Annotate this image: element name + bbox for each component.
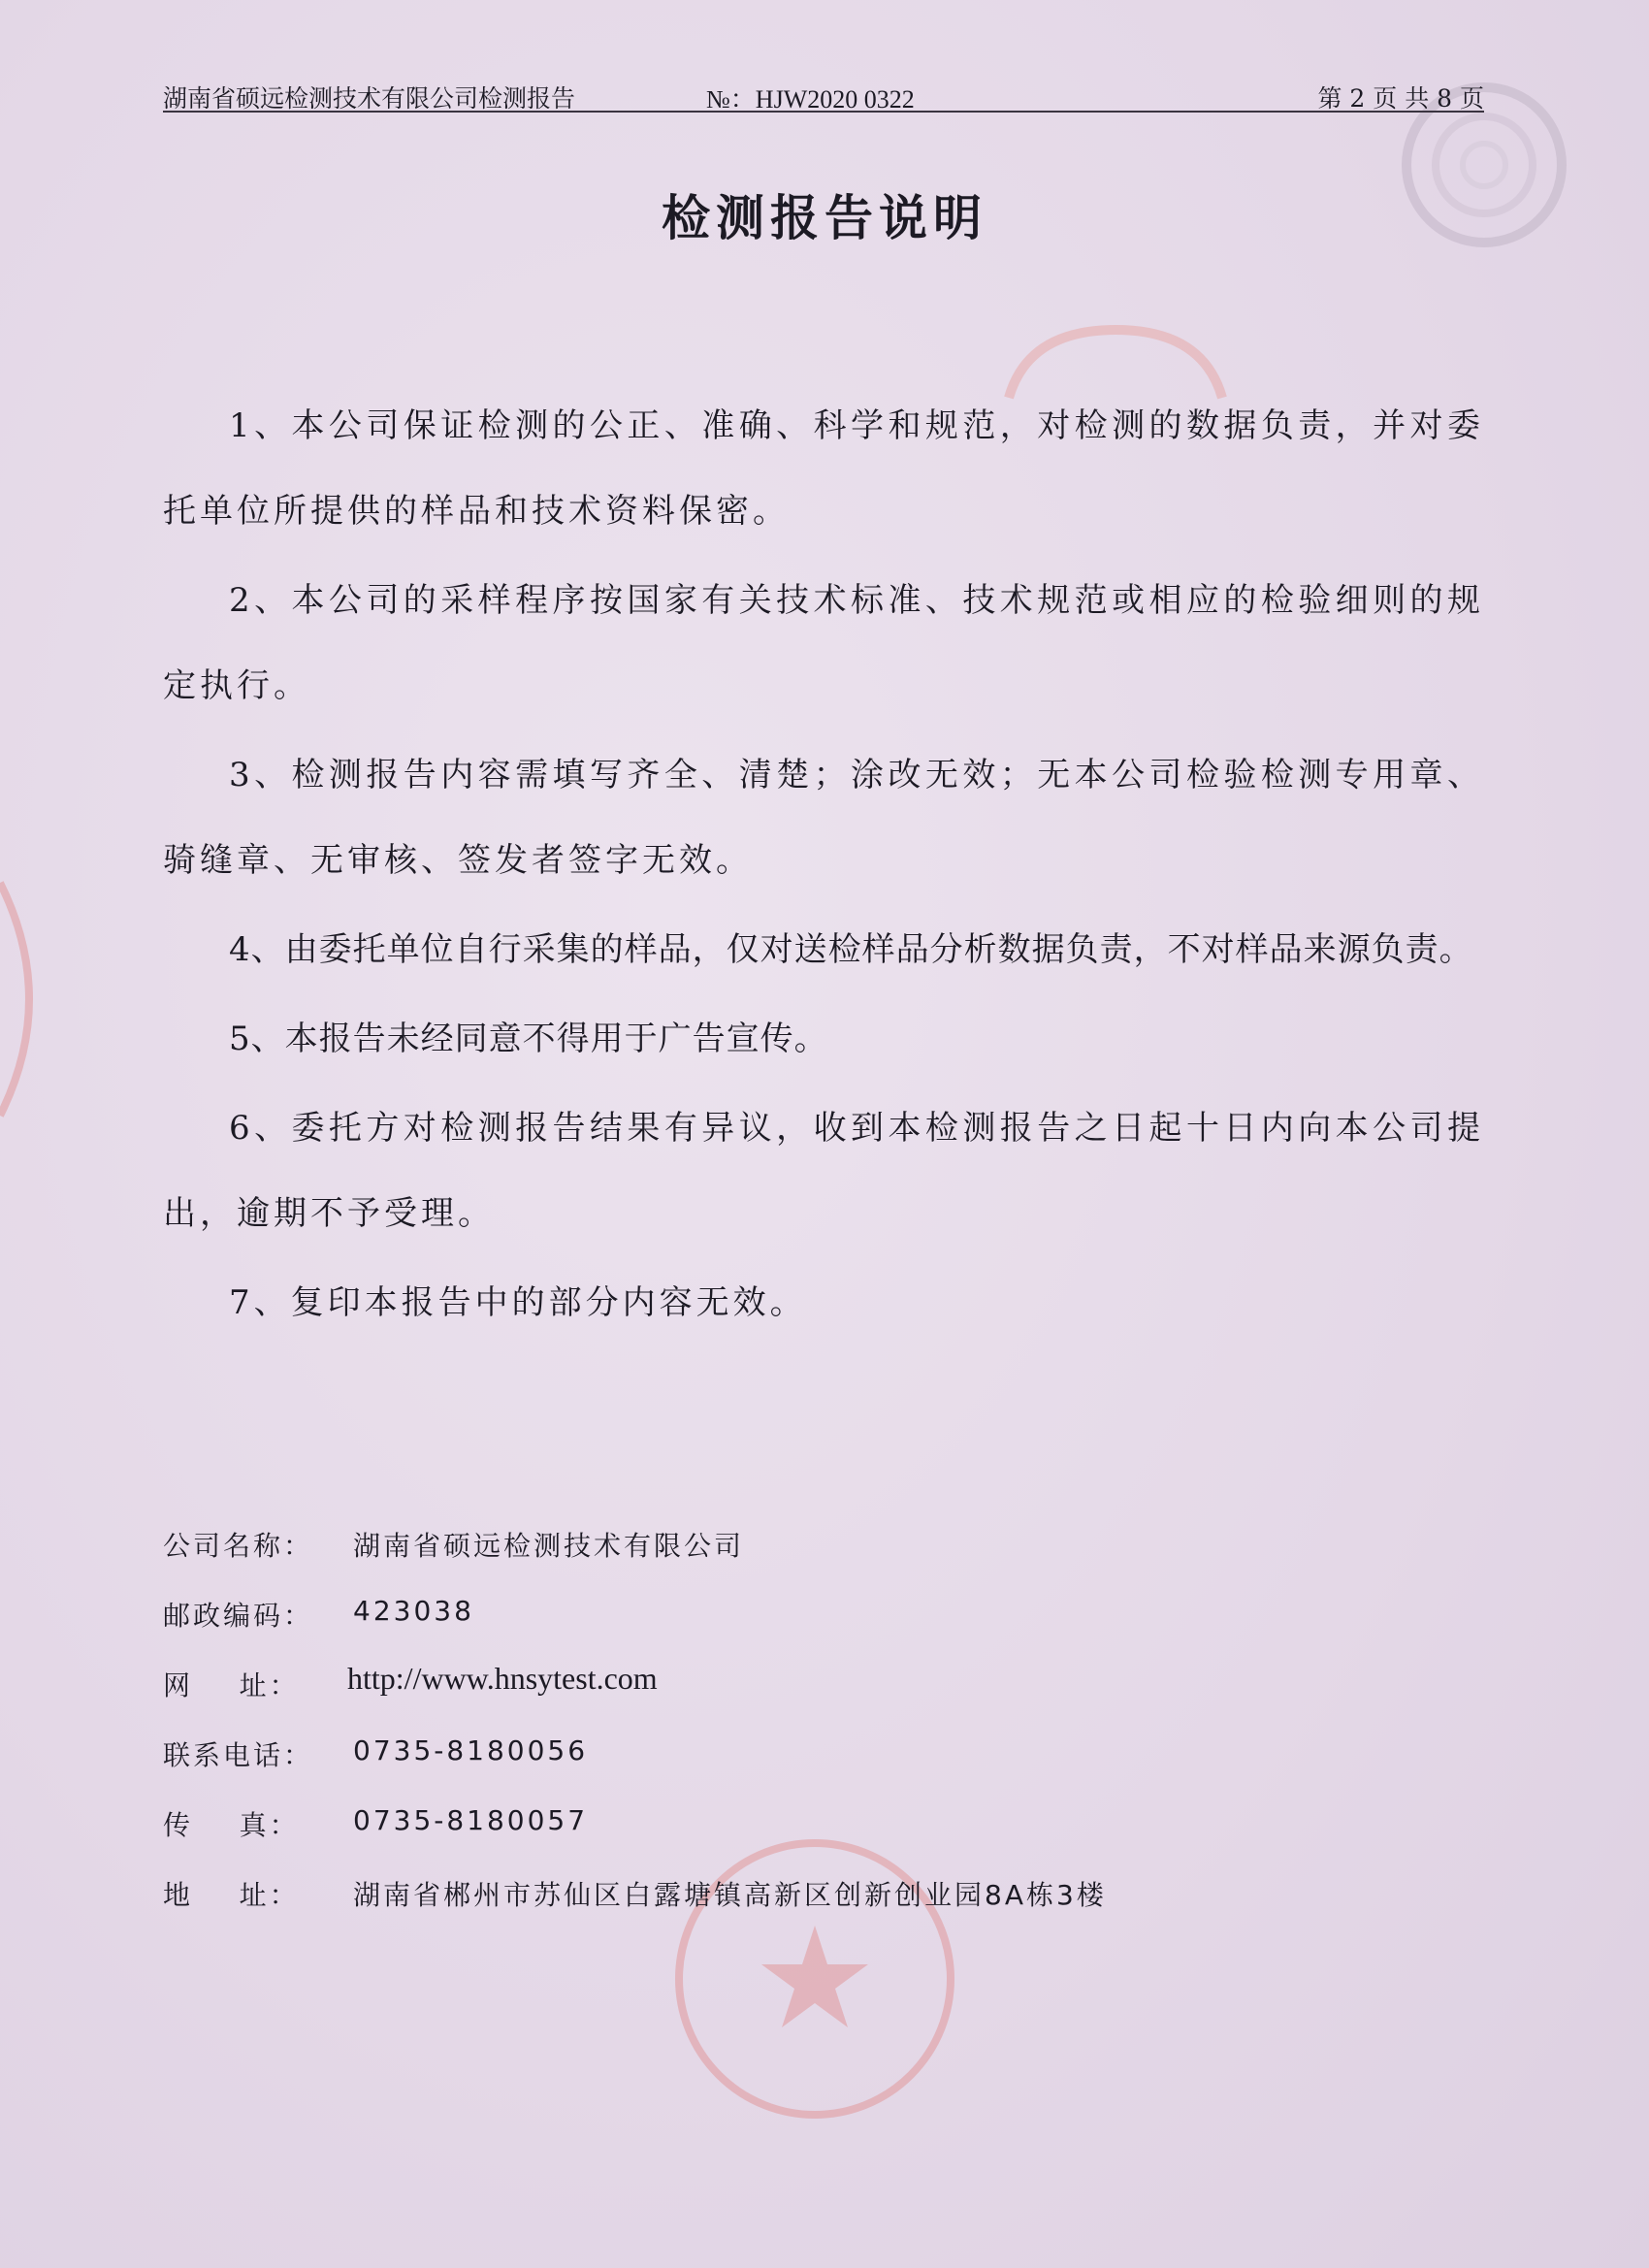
address-value: 湖南省郴州市苏仙区白露塘镇高新区创新创业园8A栋3楼 — [353, 1879, 1107, 1911]
phone-label: 联系电话： — [163, 1739, 314, 1771]
phone-value: 0735-8180056 — [353, 1734, 589, 1766]
header-company-report: 湖南省硕远检测技术有限公司检测报告 — [163, 84, 576, 113]
header-page-info: 第 2 页 共 8 页 — [1317, 84, 1484, 113]
clause-item: 6、委托方对检测报告结果有异议，收到本检测报告之日起十日内向本公司提出，逾期不予受理。 — [163, 1109, 1484, 1233]
clause-item: 4、由委托单位自行采集的样品，仅对送检样品分析数据负责，不对样品来源负责。 — [229, 930, 1473, 969]
address-label: 地 址： — [163, 1879, 300, 1911]
website-row — [163, 1653, 1484, 1723]
company-info — [163, 1513, 1484, 1932]
postcode-label: 邮政编码： — [163, 1600, 314, 1632]
website-link[interactable]: http://www.hnsytest.com — [347, 1661, 658, 1696]
header-report-number: №：HJW2020 0322 — [706, 85, 915, 113]
page-title: 检测报告说明 — [662, 190, 987, 246]
clause-list — [163, 383, 1484, 1349]
clause-item: 2、本公司的采样程序按国家有关技术标准、技术规范或相应的检验细则的规定执行。 — [163, 581, 1484, 705]
clause-item: 1、本公司保证检测的公正、准确、科学和规范，对检测的数据负责，并对委托单位所提供的样品和技术资料保密。 — [163, 406, 1484, 531]
postcode-row — [163, 1583, 1484, 1653]
seam-seal-stamp — [0, 873, 68, 1125]
fax-label: 传 真： — [163, 1809, 300, 1841]
clause-item: 3、检测报告内容需填写齐全、清楚；涂改无效；无本公司检验检测专用章、骑缝章、无审核、签发者签字无效。 — [163, 756, 1484, 880]
fax-value: 0735-8180057 — [353, 1804, 589, 1836]
company-name-label: 公司名称： — [163, 1530, 314, 1562]
address-row — [163, 1863, 1484, 1932]
postcode-value: 423038 — [353, 1595, 474, 1627]
website-label: 网 址： — [163, 1669, 300, 1701]
company-name-value: 湖南省硕远检测技术有限公司 — [353, 1530, 745, 1562]
phone-row — [163, 1723, 1484, 1793]
clause-item: 5、本报告未经同意不得用于广告宣传。 — [229, 1020, 828, 1058]
company-name-row — [163, 1513, 1484, 1583]
fax-row — [163, 1793, 1484, 1863]
clause-item: 7、复印本报告中的部分内容无效。 — [229, 1283, 807, 1322]
report-header — [163, 76, 1484, 113]
